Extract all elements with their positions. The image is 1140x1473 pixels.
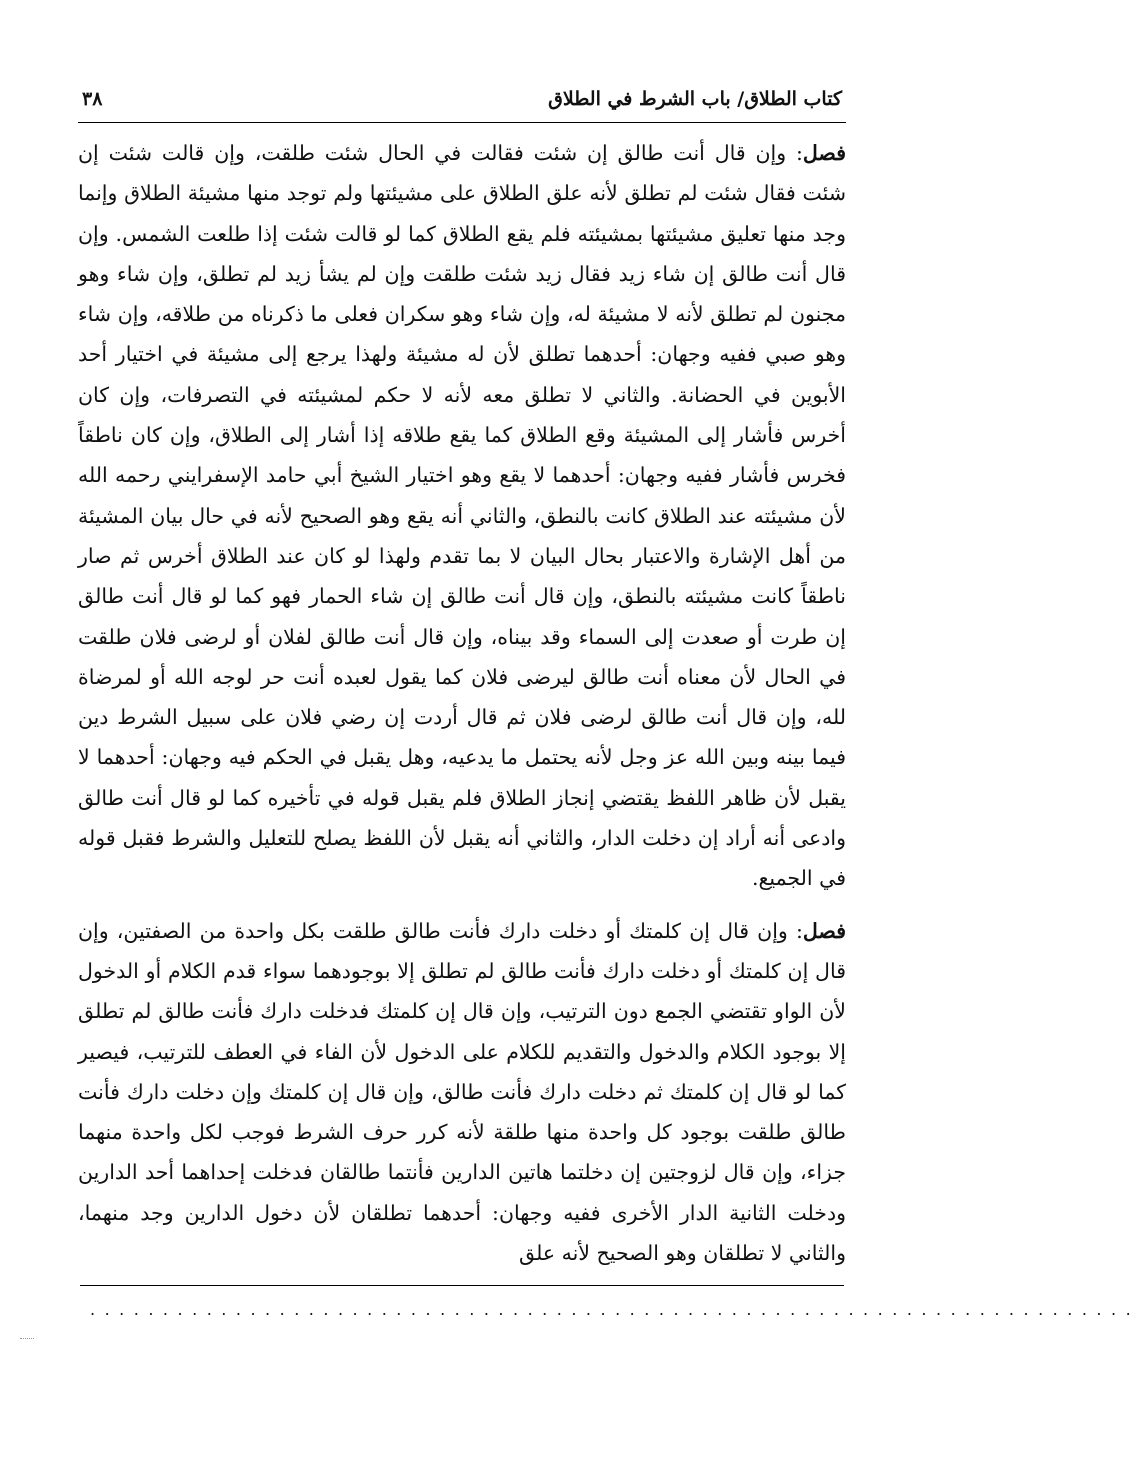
margin-mark [20, 1338, 34, 1339]
header-title: كتاب الطلاق/ باب الشرط في الطلاق [548, 88, 842, 110]
section-heading: فصل [802, 141, 846, 165]
section-heading: فصل [802, 918, 846, 943]
paragraph-text: : وإن قال أنت طالق إن شئت فقالت في الحال شئت طلقت، وإن قالت شئت إن شئت فقال شئت لم تطلق لأنه علق الطلاق على مشيئتها ولم توجد منها مشيئة الطلاق وإنما وجد منها تعليق مشيئتها بمشيئته فلم يقع الطلاق كما لو قالت شئت إذا طلعت الشمس. وإن قال أنت طالق إن شاء زيد فقال زيد شئت طلقت وإن لم يشأ زيد لم تطلق، وإن شاء وهو مجنون لم تطلق لأنه لا مشيئة له، وإن شاء وهو سكران فعلى ما ذكرناه من طلاقه، وإن شاء وهو صبي ففيه وجهان: أحدهما تطلق لأن له مشيئة ولهذا يرجع إلى مشيئة في اختيار أحد الأبوين في الحضانة. والثاني لا تطلق معه لأنه لا حكم لمشيئته في التصرفات، وإن كان أخرس فأشار إلى المشيئة وقع الطلاق كما يقع طلاقه إذا أشار إلى الطلاق، وإن كان ناطقاً فخرس فأشار ففيه وجهان: أحدهما لا يقع وهو اختيار الشيخ أبي حامد الإسفرايني رحمه الله لأن مشيئته عند الطلاق كانت بالنطق، والثاني أنه يقع وهو الصحيح لأنه في حال بيان المشيئة من أهل الإشارة والاعتبار بحال البيان لا بما تقدم ولهذا لو كان عند الطلاق أخرس ثم صار ناطقاً كانت مشيئته بالنطق، وإن قال أنت طالق إن شاء الحمار فهو كما لو قال أنت طالق إن طرت أو صعدت إلى السماء وقد بيناه، وإن قال أنت طالق لفلان أو لرضى فلان طلقت في الحال لأن معناه أنت طالق ليرضى فلان كما يقول لعبده أنت حر لوجه الله أو لمرضاة لله، وإن قال أنت طالق لرضى فلان ثم قال أردت إن رضي فلان على سبيل الشرط دين فيما بينه وبين الله عز وجل لأنه يحتمل ما يدعيه، وهل يقبل في الحكم فيه وجهان: أحدهما لا يقبل لأن ظاهر اللفظ يقتضي إنجاز الطلاق فلم يقبل قوله في تأخيره كما لو قال أنت طالق وادعى أنه أراد إن دخلت الدار، والثاني أنه يقبل لأن اللفظ يصلح للتعليل والشرط فقبل قوله في الجميع. [78, 141, 846, 891]
paragraph-text: : وإن قال إن كلمتك أو دخلت دارك فأنت طالق طلقت بكل واحدة من الصفتين، وإن قال إن كلمتك أو دخلت دارك فأنت طالق لم تطلق إلا بوجودهما سواء قدم الكلام أو الدخول لأن الواو تقتضي الجمع دون الترتيب، وإن قال إن كلمتك فدخلت دارك فأنت طالق لم تطلق إلا بوجود الكلام والدخول والتقديم للكلام على الدخول لأن الفاء في العطف للترتيب، فيصير كما لو قال إن كلمتك ثم دخلت دارك فأنت طالق، وإن قال إن كلمتك وإن دخلت دارك فأنت طالق طلقت بوجود كل واحدة منها طلقة لأنه كرر حرف الشرط فوجب لكل واحدة منهما جزاء، وإن قال لزوجتين إن دخلتما هاتين الدارين فأنتما طالقان فدخلت إحداهما أحد الدارين ودخلت الثانية الدار الأخرى ففيه وجهان: أحدهما تطلقان لأن دخول الدارين وجد منهما، والثاني لا تطلقان وهو الصحيح لأنه علق [78, 918, 846, 1266]
footnote-dots: ........................................................................ [90, 1300, 1140, 1320]
page-number: ٣٨ [82, 88, 103, 110]
running-header [78, 88, 846, 116]
paragraph-2 [78, 911, 846, 1274]
paragraph-1 [78, 133, 846, 899]
footnote-rule [80, 1285, 844, 1286]
page [78, 88, 1140, 1320]
header-rule [78, 122, 846, 123]
